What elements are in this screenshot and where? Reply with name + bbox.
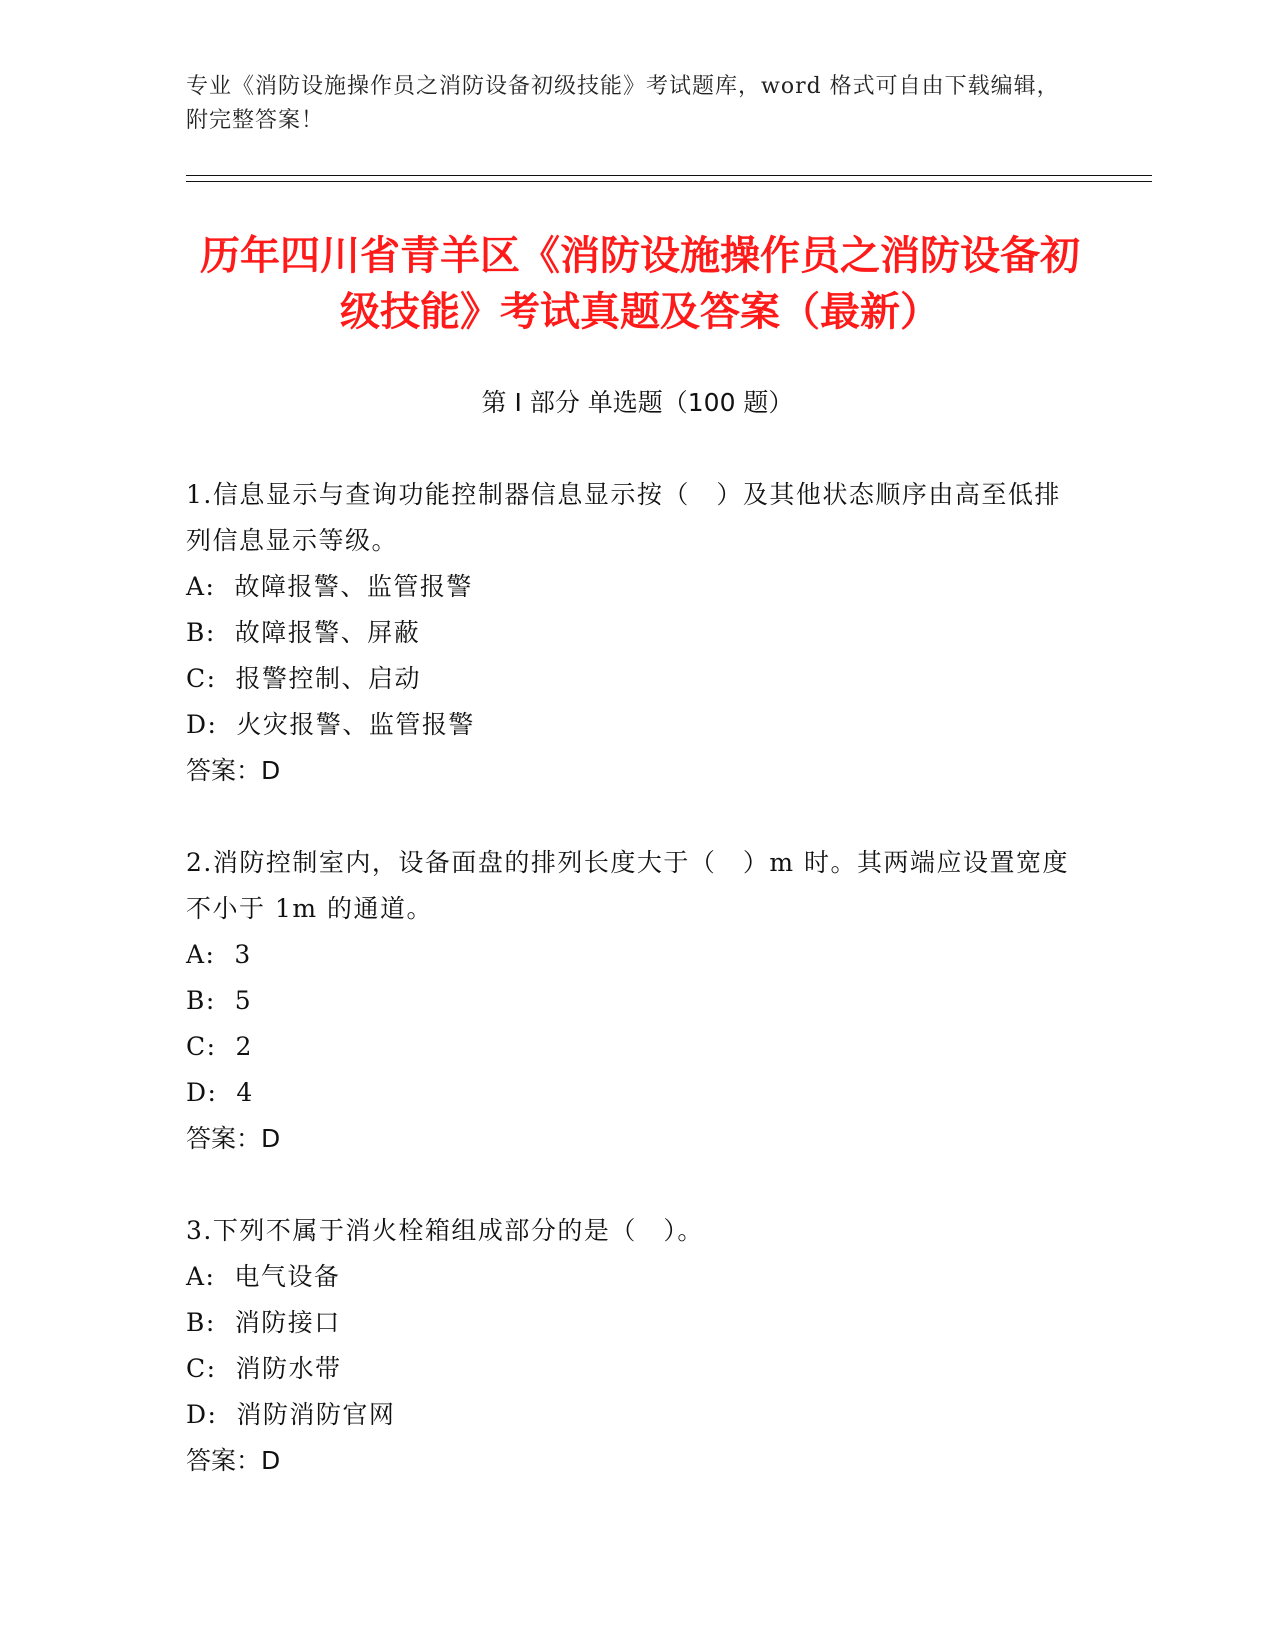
document-title: 历年四川省青羊区《消防设施操作员之消防设备初级技能》考试真题及答案（最新） <box>200 233 1080 335</box>
question-stem: 3.下列不属于消火栓箱组成部分的是（ ）。 <box>186 1216 704 1245</box>
question-3 <box>186 1208 1086 1484</box>
header-divider-bottom <box>186 181 1152 182</box>
option-b: B: 5 <box>186 986 253 1015</box>
question-answer: 答案：D <box>186 1446 281 1475</box>
question-stem: 2.消防控制室内，设备面盘的排列长度大于（ ）m 时。其两端应设置宽度不小于 1m 的通道。 <box>186 848 1070 923</box>
option-d: D: 4 <box>186 1078 254 1107</box>
option-a: A: 故障报警、监管报警 <box>186 572 473 601</box>
option-d: D: 消防消防官网 <box>186 1400 396 1429</box>
question-1 <box>186 472 1086 794</box>
option-c: C: 2 <box>186 1032 253 1061</box>
option-b: B: 故障报警、屏蔽 <box>186 618 421 647</box>
option-c: C: 报警控制、启动 <box>186 664 421 693</box>
question-2 <box>186 840 1086 1162</box>
header-divider-top <box>186 175 1152 176</box>
option-b: B: 消防接口 <box>186 1308 341 1337</box>
question-stem: 1.信息显示与查询功能控制器信息显示按（ ）及其他状态顺序由高至低排列信息显示等级。 <box>186 480 1061 555</box>
question-answer: 答案：D <box>186 756 281 785</box>
question-answer: 答案：D <box>186 1124 281 1153</box>
option-a: A: 电气设备 <box>186 1262 341 1291</box>
section-title: 第 I 部分 单选题（100 题） <box>481 388 794 417</box>
option-d: D: 火灾报警、监管报警 <box>186 710 475 739</box>
header-note: 专业《消防设施操作员之消防设备初级技能》考试题库，word 格式可自由下载编辑，附完整答案！ <box>186 74 1060 133</box>
option-c: C: 消防水带 <box>186 1354 342 1383</box>
option-a: A: 3 <box>186 940 252 969</box>
